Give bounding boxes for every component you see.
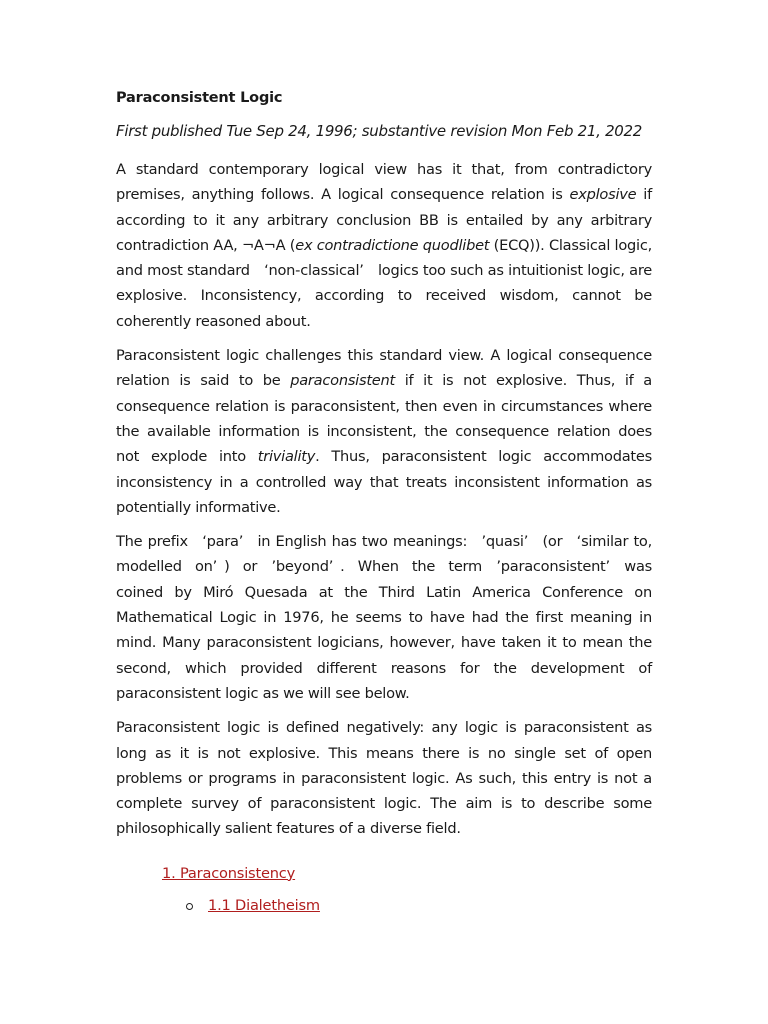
table-of-contents bbox=[116, 863, 652, 917]
paragraph-text: . Thus, paraconsistent logic accommodates inconsistency in a controlled way that treats inconsistent information as potentially informative. bbox=[116, 448, 652, 516]
paragraph-text: if according to it any arbitrary conclusion BB is entailed by any arbitrary contradiction AA, ¬A¬A ( bbox=[116, 186, 652, 254]
toc-sublist bbox=[162, 895, 652, 917]
paragraph-text: (ECQ)). Classical logic, and most standard ‘non-classical’ logics too such as intuitionist logic, are explosive. Inconsistency, according to received wisdom, cannot be coherently reasoned about. bbox=[116, 236, 653, 330]
paragraph-text: A standard contemporary logical view has it that, from contradictory premises, anything follows. A logical consequence relation is bbox=[116, 161, 652, 204]
toc-subitem bbox=[186, 895, 652, 917]
article bbox=[116, 88, 652, 917]
paragraph-prefix: The prefix ‘para’ in English has two meanings: ’quasi’ (or ‘similar to, modelled on’ ) or ’beyond’ . When the term ’paraconsistent’ was coined by Miró Quesada at the Third Latin America Conference on Mathematical Logic in 1976, he seems to have had the first meaning in mind. Many paraconsistent logicians, however, have taken it to mean the second, which provided different reasons for the development of paraconsistent logic as we will see below. bbox=[116, 533, 652, 702]
paragraph-intro bbox=[116, 157, 652, 334]
emphasis-explosive: explosive bbox=[569, 186, 637, 204]
publication-info: First published Tue Sep 24, 1996; substantive revision Mon Feb 21, 2022 bbox=[116, 122, 643, 140]
toc-link-paraconsistency[interactable]: 1. Paraconsistency bbox=[162, 864, 296, 882]
toc-item bbox=[162, 863, 652, 917]
bullet-icon bbox=[186, 903, 193, 910]
paragraph-text: Paraconsistent logic challenges this standard view. A logical consequence relation is said to be bbox=[116, 347, 652, 390]
emphasis-triviality: triviality bbox=[257, 448, 316, 466]
emphasis-paraconsistent: paraconsistent bbox=[290, 372, 396, 390]
paragraph-definition: Paraconsistent logic is defined negatively: any logic is paraconsistent as long as it is not explosive. This means there is no single set of open problems or programs in paraconsistent logic. As such, this entry is not a complete survey of paraconsistent logic. The aim is to describe some philosophically salient features of a diverse field. bbox=[116, 719, 652, 838]
toc-link-dialetheism[interactable]: 1.1 Dialetheism bbox=[208, 896, 320, 914]
paragraph-challenge bbox=[116, 343, 652, 520]
article-title: Paraconsistent Logic bbox=[116, 90, 283, 106]
emphasis-ecq: ex contradictione quodlibet bbox=[295, 236, 490, 254]
paragraph-text: if it is not explosive. Thus, if a consequence relation is paraconsistent, then even in circumstances where the available information is inconsistent, the consequence relation does not explode into bbox=[116, 372, 652, 466]
